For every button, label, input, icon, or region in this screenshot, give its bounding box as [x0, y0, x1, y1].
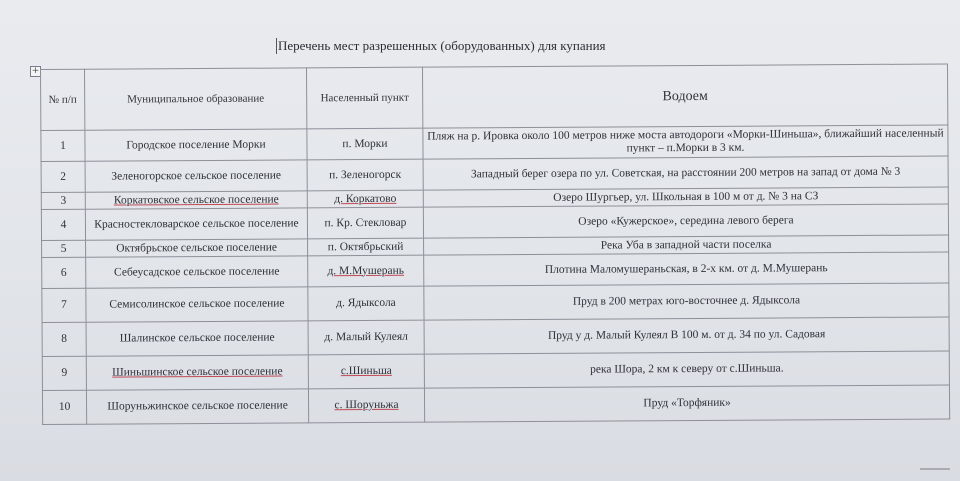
cell-num[interactable]: 1: [41, 130, 85, 161]
header-municipality: Муниципальное образование: [85, 68, 307, 130]
cell-water[interactable]: Западный берег озера по ул. Советская, на расстоянии 200 метров на запад от дома № 3: [423, 156, 948, 190]
cell-num[interactable]: 3: [41, 192, 85, 209]
cell-municipality[interactable]: Шиньшинское сельское поселение: [86, 355, 308, 390]
cell-water[interactable]: Пляж на р. Ировка около 100 метров ниже моста автодороги «Морки-Шиньша», ближайший населенный пункт – п.Морки в 3 км.: [423, 125, 948, 159]
cell-municipality[interactable]: Красностекловарское сельское поселение: [85, 208, 307, 240]
cell-settlement[interactable]: п. Морки: [307, 128, 423, 160]
cell-num[interactable]: 4: [41, 209, 85, 240]
cell-water[interactable]: Озеро «Кужерское», середина левого берега: [423, 204, 948, 238]
cell-settlement[interactable]: п. Кр. Стекловар: [307, 207, 423, 239]
cell-settlement[interactable]: д. Ядыксола: [308, 286, 424, 321]
bathing-places-table: [40, 63, 950, 425]
cell-settlement[interactable]: п. Октябрьский: [308, 238, 424, 256]
cell-municipality[interactable]: Зеленогорское сельское поселение: [85, 160, 307, 192]
cell-settlement[interactable]: д. М.Мушерань: [308, 255, 424, 287]
table-move-handle-icon[interactable]: +: [31, 66, 40, 76]
cell-settlement[interactable]: с.Шиньша: [308, 354, 424, 389]
cell-settlement[interactable]: п. Зеленогорск: [307, 159, 423, 191]
header-settlement: Населенный пункт: [306, 67, 422, 129]
header-water: Водоем: [422, 64, 947, 128]
cell-water[interactable]: река Шора, 2 км к северу от с.Шиньша.: [424, 351, 949, 388]
cell-num[interactable]: 8: [42, 322, 86, 356]
cell-municipality[interactable]: Себеусадское сельское поселение: [86, 256, 308, 288]
cell-municipality[interactable]: Шалинское сельское поселение: [86, 321, 308, 356]
cell-num[interactable]: 2: [41, 161, 85, 192]
cell-num[interactable]: 6: [42, 257, 86, 288]
cell-municipality[interactable]: Шоруньжинское сельское поселение: [86, 389, 308, 424]
cell-settlement[interactable]: д. Коркатово: [307, 190, 423, 208]
cell-num[interactable]: 7: [42, 288, 86, 322]
cell-water[interactable]: Пруд у д. Малый Кулеял В 100 м. от д. 34 по ул. Садовая: [424, 317, 949, 354]
cell-municipality[interactable]: Октябрьское сельское поселение: [86, 239, 308, 257]
cell-water[interactable]: Озеро Шургьер, ул. Школьная в 100 м от д. № 3 на СЗ: [423, 187, 948, 207]
table-row: [42, 385, 949, 425]
cell-num[interactable]: 5: [42, 240, 86, 257]
cell-municipality[interactable]: Коркатовское сельское поселение: [85, 191, 307, 209]
header-num: № п/п: [41, 69, 85, 130]
table-header-row: [41, 64, 948, 131]
cell-water[interactable]: Плотина Маломушераньская, в 2-х км. от д. М.Мушерань: [424, 252, 949, 286]
table-row: [42, 283, 949, 323]
cell-water[interactable]: Пруд в 200 метрах юго-восточнее д. Ядыксола: [424, 283, 949, 320]
cell-water[interactable]: Река Уба в западной части поселка: [424, 235, 949, 255]
page-edge-divider: [920, 468, 950, 480]
cell-num[interactable]: 10: [42, 390, 86, 424]
document-title[interactable]: Перечень мест разрешенных (оборудованных) для купания: [278, 38, 606, 53]
cell-water[interactable]: Пруд «Торфяник»: [424, 385, 949, 422]
cell-settlement[interactable]: с. Шоруньжа: [308, 388, 424, 423]
cell-num[interactable]: 9: [42, 356, 86, 390]
cell-municipality[interactable]: Семисолинское сельское поселение: [86, 287, 308, 322]
cell-settlement[interactable]: д. Малый Кулеял: [308, 320, 424, 355]
table-row: [42, 351, 949, 391]
table-row: [42, 317, 949, 357]
cell-municipality[interactable]: Городское поселение Морки: [85, 129, 307, 161]
